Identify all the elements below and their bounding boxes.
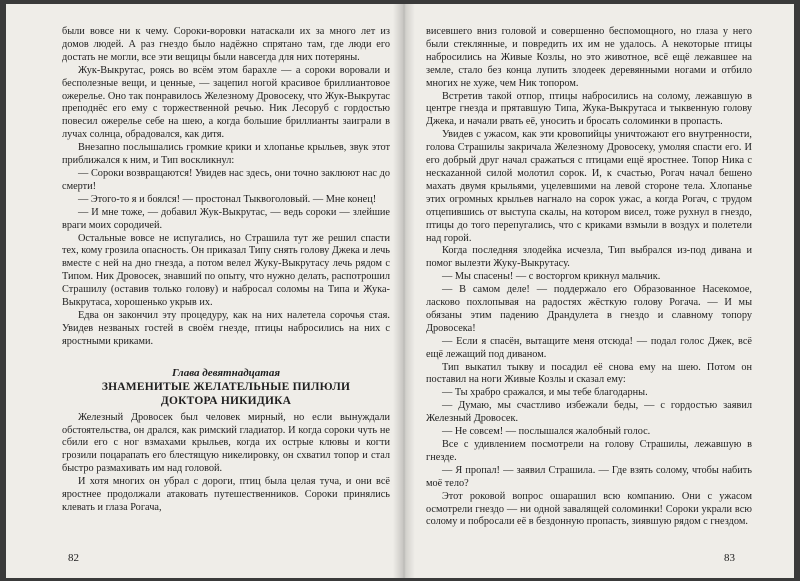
paragraph: И хотя многих он убрал с дороги, птиц была целая туча, и они всё яростнее продолжали атаковать путешественников. Сороки принялись клевать и глаза Рогача, xyxy=(62,476,390,513)
book-gutter xyxy=(393,4,415,578)
paragraph: — Сороки возвращаются! Увидев нас здесь, они точно заклюют нас до смерти! xyxy=(62,167,390,192)
paragraph: — Если я спасён, вытащите меня отсюда! — подал голос Джек, всё ещё лежащий под диваном. xyxy=(426,335,752,360)
paragraph: Жук-Выкрутас, роясь во всём этом барахле — а сороки воровали и бесполезные вещи, и ценные, — зацепил ногой красивое бриллиантовое ожерелье. Оно так понравилось Железному Дровосеку, что Жук-Выкрутас преподнёс его ему с торжественной речью. Ник Лесоруб с гордостью повесил ожерелье себе на шею, а когда большие бриллианты заиграли в лучах солнца, обрадовался, как дитя. xyxy=(62,64,390,141)
paragraph: Тип выкатил тыкву и посадил её снова ему на шею. Потом он поставил на ноги Живые Козлы и сказал ему: xyxy=(426,361,752,386)
paragraph: — Ты храбро сражался, и мы тебе благодарны. xyxy=(442,387,648,399)
paragraph: были вовсе ни к чему. Сороки-воровки натаскали их за много лет из домов людей. А раз гнездо было надёжно спрятано там, где люди его достать не могли, все эти вещицы были навсегда для них потеряны. xyxy=(62,26,390,63)
paragraph: висевшего вниз головой и совершенно беспомощного, но глаза у него были стеклянные, и повредить их им не удалось. А некоторые птицы набросились на Живые Козлы, но это животное, всё ещё лежавшее на земле, стало без конца лупить злодеек деревянными ногами и отбило многих не хуже, чем Ник топором. xyxy=(426,26,752,89)
paragraph: Железный Дровосек был человек мирный, но если вынуждали обстоятельства, он дрался, как римский гладиатор. И когда сороки чуть не сбили его с ног взмахами крыльев, когда их острые клювы и когти грозили поцарапать его блестящую никелировку, он схватил топор и стал быстро размахивать им над головой. xyxy=(62,411,390,475)
paragraph: Встретив такой отпор, птицы набросились на солому, лежавшую в центре гнезда и прятавшую Типа, Жука-Выкрутаса и тыквенную голову Джека, и начали рвать её, уносить и бросать соломинки в пропасть. xyxy=(426,90,752,128)
paragraph: Остальные вовсе не испугались, но Страшила тут же решил спасти тех, кому грозила опасность. Он приказал Типу снять голову Джека и лечь вместе с ней на дно гнезда, а потом велел Жуку-Выкрутасу лечь рядом с Типом. Ник Дровосек, знавший по опыту, что нужно делать, распотрошил Страшилу (оставив только голову) и набросал соломы на Типа и Жука-Выкрутаса, хорошенько укрыв их. xyxy=(62,232,390,309)
right-page xyxy=(426,26,752,529)
chapter-heading xyxy=(62,366,390,408)
paragraph: — Этого-то я и боялся! — простонал Тыквоголовый. — Мне конец! xyxy=(78,193,377,205)
chapter-title-line-1: ЗНАМЕНИТЫЕ ЖЕЛАТЕЛЬНЫЕ ПИЛЮЛИ xyxy=(101,380,351,393)
paragraph: — Мы спасены! — с восторгом крикнул мальчик. xyxy=(442,271,661,283)
book-spread xyxy=(6,4,794,578)
paragraph: Этот роковой вопрос ошарашил всю компанию. Они с ужасом осмотрели гнездо — ни одной завалящей соломинки! Сороки украли всю солому и побросали её в бездонную пропасть, зиявшую рядом с гнездом. xyxy=(426,490,752,528)
paragraph: — Не совсем! — послышался жалобный голос. xyxy=(442,426,651,438)
paragraph: Когда последняя злодейка исчезла, Тип выбрался из-под дивана и помог вылезти Жуку-Выкрутасу. xyxy=(426,245,752,270)
chapter-title-line-2: ДОКТОРА НИКИДИКА xyxy=(160,394,292,407)
paragraph: — И мне тоже, — добавил Жук-Выкрутас, — ведь сороки — злейшие враги моих сородичей. xyxy=(62,206,390,231)
page-number-right: 83 xyxy=(724,552,735,564)
left-page xyxy=(62,26,390,515)
chapter-number: Глава девятнадцатая xyxy=(171,366,281,379)
paragraph: Увидев с ужасом, как эти кровопийцы уничтожают его внутренности, голова Страшилы закричала Железному Дровосеку, умоляя спасти его. И его добрый друг начал сражаться с птицами ещё яростнее. Топор Ника с нескazанной силой молотил сорок. И, к счастью, Рогач начал бешено махать двумя крыльями, уцелевшими на левой стороне тела. Хлопанье этих огромных крыльев нагнало на сорок ужас, а когда Рогач, с трудом отцепившись от выступа скалы, на котором висел, тоже рухнул в гнездо, птицы до того перепугались, что с криками взмыли в воздух и полетели над горой. xyxy=(426,129,752,244)
paragraph: Едва он закончил эту процедуру, как на них налетела сорочья стая. Увидев незваных гостей в своём гнезде, птицы набросились на них с яростными криками. xyxy=(62,309,390,347)
paragraph: Внезапно послышались громкие крики и хлопанье крыльев, звук этот приближался к ним, и Тип воскликнул: xyxy=(62,142,390,167)
paragraph: — В самом деле! — поддержало его Образованное Насекомое, ласково похлопывая на радостях жёсткую голову Рогача. — И мы обязаны этим падению Драндулета в гнездо и славному топору Дровосека! xyxy=(426,284,752,334)
paragraph: — Думаю, мы счастливо избежали беды, — с гордостью заявил Железный Дровосек. xyxy=(426,400,752,425)
paragraph: Все с удивлением посмотрели на голову Страшилы, лежавшую в гнезде. xyxy=(426,439,752,463)
paragraph: — Я пропал! — заявил Страшила. — Где взять солому, чтобы набить моё тело? xyxy=(426,464,752,489)
page-number-left: 82 xyxy=(68,552,79,564)
